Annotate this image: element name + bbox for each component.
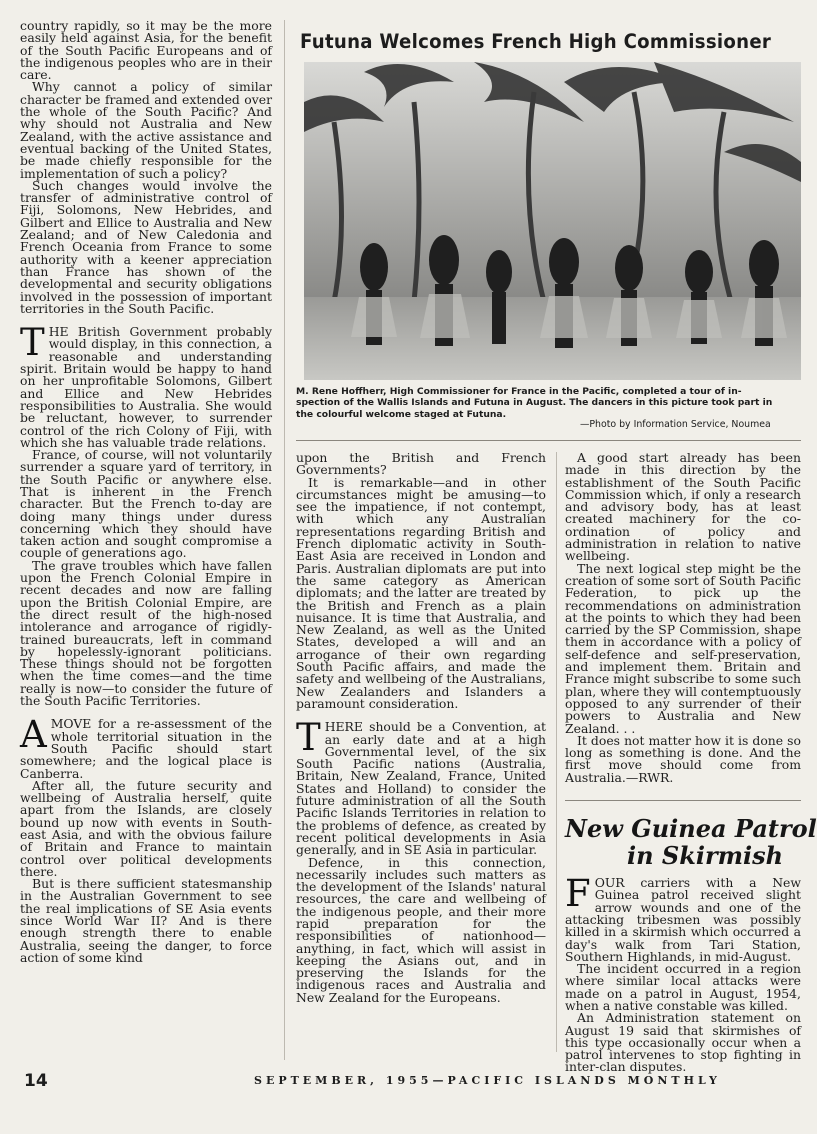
page-number: 14 [24,1071,48,1091]
photo-caption: M. Rene Hoffherr, High Commissioner for France in the Pacific, completed a tour of in- spection of the Wallis Islands and Futuna in August. The dancers in this picture took part in the colourful welcome staged at Futuna. [296,386,773,420]
body-paragraph: An Administration statement on August 19 said that skirmishes of this type occasionally occur when a patrol intervenes to stop fighting in inter-clan disputes. [565,1010,801,1075]
body-paragraph: France, of course, will not voluntarily surrender a square yard of territory, in the South Pacific or anywhere else. That is inherent in the French character. But the French to-day are doing many things under duress concerning which they should have taken action and sought compromise a couple of generations ago. [20,447,272,561]
story-divider [565,800,801,801]
section-start-paragraph: THE British Government probably would display, in this connection, a reasonable and understanding spirit. Britain would be happy to hand on her unprofitable Solomons, Gilbert and Ellice and New Hebrides responsibilities to Australia. She would be reluctant, however, to surrender control of the rich Colony of Fiji, with which she has valuable trade relations. [20,321,272,450]
body-paragraph: The incident occurred in a region where similar local attacks were made on a patrol in August, 1954, when a native constable was killed. [565,961,801,1013]
drop-cap: T [296,716,321,760]
dancers-photo-illustration [304,62,801,380]
article-column-right [565,450,817,1075]
photo-credit: —Photo by Information Service, Noumea [580,419,771,430]
side-story-title: New Guinea Patrol in Skirmish [565,814,817,871]
column-divider [284,20,285,1060]
article-column-left [20,20,272,1050]
drop-cap: A [20,713,47,757]
body-paragraph: Such changes would involve the transfer of administrative control of Fiji, Solomons, New Hebrides, and Gilbert and Ellice to Australia and New Zealand; and of New Caledonia and French Oceania from France to some authority with a keener appreciation than France has shown of the developmental and security obligations involved in the possession of important territories in the South Pacific. [20,177,272,316]
dancers-photo [304,62,801,380]
body-paragraph: After all, the future security and wellbeing of Australia herself, quite apart from the Islands, are closely bound up now with events in South-east Asia, and with the obvious failure of Britain and France to maintain control over political developments there. [20,777,272,879]
body-paragraph: A good start already has been made in this direction by the establishment of the South Pacific Commission which, if only a research and advisory body, has at least created machinery for the co-ordination of policy and administration in relation to native wellbeing. [565,450,801,564]
section-divider [296,440,801,441]
photo-headline: Futuna Welcomes French High Commissioner [300,30,772,53]
publication-line: SEPTEMBER, 1955—PACIFIC ISLANDS MONTHLY [254,1074,721,1087]
body-paragraph: It does not matter how it is done so long as something is done. And the first move should come from Australia.—RWR. [565,732,801,785]
body-paragraph: But is there sufficient statesmanship in the Australian Government to see the real implications of SE Asia events since World War II? And is there enough strength there to enable Australia, seeing the danger, to force action of some kind [20,876,272,965]
article-column-middle [296,452,546,1052]
section-start-paragraph: AMOVE for a re-assessment of the whole territorial situation in the South Pacific should start somewhere; and the logical place is Canberra. [20,713,272,781]
body-paragraph: country rapidly, so it may be the more easily held against Asia, for the benefit of the South Pacific Europeans and of the indigenous peoples who are in their care. [20,18,272,83]
drop-cap: T [20,321,45,365]
drop-cap: F [565,872,591,916]
body-paragraph: Why cannot a policy of similar character be framed and extended over the whole of the South Pacific? And why should not Australia and New Zealand, with the active assistance and eventual backing of the United States, be made chiefly responsible for the implementation of such a policy? [20,79,272,181]
section-start-paragraph: THERE should be a Convention, at an early date and at a high Governmental level, of the six South Pacific nations (Australia, Britain, New Zealand, France, United States and Holland) to consider the future administration of all the South Pacific Islands Territories in relation to the problems of defence, as created by recent political developments in Asia generally, and in SE Asia in particular. [296,716,546,858]
body-paragraph: The grave troubles which have fallen upon the French Colonial Empire in recent decades and now are falling upon the British Colonial Empire, are the direct result of the high-nosed intolerance and arrogance of rigidly-trained bureaucrats, left in command by hopelessly-ignorant politicians. These things should not be forgotten when the time comes—and the time really is now—to consider the future of the South Pacific Territories. [20,557,272,709]
column-divider [556,452,557,1052]
body-paragraph: upon the British and French Governments? [296,450,546,478]
body-paragraph: It is remarkable—and in other circumstances might be amusing—to see the impatience, if not contempt, with which any Australian representations regarding British and French diplomatic activity in South-East Asia are received in London and Paris. Australian diplomats are put into the same category as American diplomats; and the latter are treated by the British and French as a plain nuisance. It is time that Australia, and New Zealand, as well as the United States, developed a will and an arrogance of their own regarding South Pacific affairs, and made the safety and wellbeing of the Australians, New Zealanders and Islanders a paramount consideration. [296,474,546,711]
section-start-paragraph: FOUR carriers with a New Guinea patrol received slight arrow wounds and one of the attacking tribesmen was possibly killed in a skirmish which occurred a day's walk from Tari Station, Southern Highlands, in mid-August. [565,872,801,964]
page-footer [0,1071,801,1101]
body-paragraph: Defence, in this connection, necessarily includes such matters as the development of the Islands' natural resources, the care and wellbeing of the indigenous people, and their more rapid preparation for the responsibilities of nationhood—anything, in fact, which will assist in keeping the Asians out, and in preserving the Islands for the indigenous races and Australia and New Zealand for the Europeans. [296,854,546,1005]
body-paragraph: The next logical step might be the creation of some sort of South Pacific Federation, to pick up the recommendations on administration at the points to which they had been carried by the SP Commission, shape them in accordance with a policy of self-defence and self-preservation, and implement them. Britain and France might subscribe to some such plan, where they will contemptuously opposed to any surrender of their powers to Australia and New Zealand. . . [565,560,802,736]
